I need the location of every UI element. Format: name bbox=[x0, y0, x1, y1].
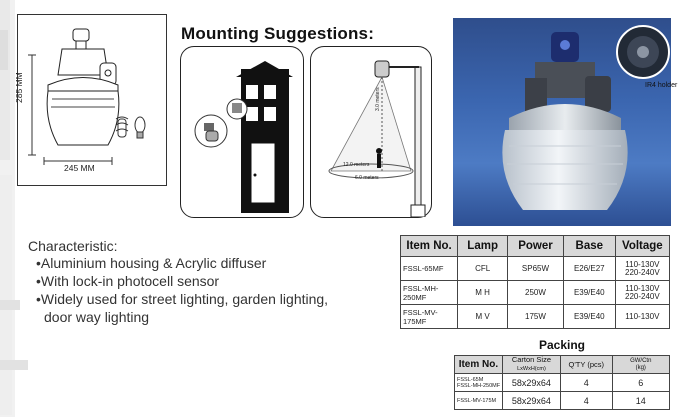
weight-header-text: GW/Ctn bbox=[630, 357, 652, 364]
voltage-line: 110-130V bbox=[625, 311, 660, 321]
item-line: FSSL-MV-175M bbox=[457, 397, 497, 404]
pack-cell-carton: 58x29x64 bbox=[502, 374, 560, 392]
packing-title: Packing bbox=[538, 338, 586, 352]
cell-base: E39/E40 bbox=[563, 281, 615, 305]
cell-voltage bbox=[615, 257, 669, 281]
cell-item: FSSL-MV-175MF bbox=[401, 305, 458, 329]
cell-base: E39/E40 bbox=[563, 305, 615, 329]
carton-header-text: Carton Size bbox=[511, 355, 552, 364]
pole-mount-illustration bbox=[311, 47, 431, 217]
pack-cell-qty: 4 bbox=[561, 392, 613, 410]
dimension-drawing bbox=[14, 14, 167, 186]
cell-base: E26/E27 bbox=[563, 257, 615, 281]
header-voltage: Voltage bbox=[615, 236, 669, 257]
mounting-panel-wall bbox=[180, 46, 304, 218]
mounting-title: Mounting Suggestions: bbox=[181, 24, 375, 43]
packing-table bbox=[454, 355, 670, 410]
header-item: Item No. bbox=[401, 236, 458, 257]
feature-bullet: •Aluminium housing & Acrylic diffuser bbox=[36, 255, 267, 271]
feature-continuation: door way lighting bbox=[44, 309, 150, 325]
cell-voltage bbox=[615, 305, 669, 329]
packing-header-row bbox=[455, 356, 670, 374]
weight-sub-text: (kg) bbox=[635, 364, 646, 371]
height-distance-label: 3.0 meters bbox=[375, 87, 381, 111]
pack-cell-weight: 6 bbox=[612, 374, 669, 392]
voltage-line: 220-240V bbox=[625, 267, 660, 277]
bulb-lamp-icon bbox=[135, 117, 145, 138]
pack-cell-qty: 4 bbox=[561, 374, 613, 392]
product-photo bbox=[453, 18, 671, 226]
feature-text: With lock-in photocell sensor bbox=[40, 273, 220, 289]
width-label: 245 MM bbox=[64, 163, 95, 173]
pack-header-weight bbox=[612, 356, 669, 374]
cell-voltage bbox=[615, 281, 669, 305]
feature-text: Widely used for street lighting, garden lighting, bbox=[40, 291, 329, 307]
pack-header-qty: Q'TY (pcs) bbox=[561, 356, 613, 374]
header-base: Base bbox=[563, 236, 615, 257]
table-row bbox=[455, 374, 670, 392]
feature-text: Aluminium housing & Acrylic diffuser bbox=[40, 255, 267, 271]
feature-bullet: •Widely used for street lighting, garden lighting, bbox=[36, 291, 329, 307]
street-light-photo bbox=[453, 18, 671, 226]
mounting-panel-pole bbox=[310, 46, 432, 218]
cell-item: FSSL-MH-250MF bbox=[401, 281, 458, 305]
pack-header-item: Item No. bbox=[455, 356, 503, 374]
ground-distance-label: 6.0 meters bbox=[355, 175, 379, 181]
ir4-holder-label: IR4 holder bbox=[645, 82, 678, 89]
cell-lamp: CFL bbox=[458, 257, 508, 281]
voltage-line: 110-130V bbox=[625, 259, 660, 269]
spec-header-row bbox=[401, 236, 670, 257]
pole-distance-label: 12.0 meters bbox=[343, 162, 370, 168]
header-power: Power bbox=[508, 236, 564, 257]
pack-cell-carton: 58x29x64 bbox=[502, 392, 560, 410]
height-label: 285 MM bbox=[14, 72, 24, 103]
cell-lamp: M V bbox=[458, 305, 508, 329]
table-row bbox=[401, 305, 670, 329]
cell-lamp: M H bbox=[458, 281, 508, 305]
cell-power: SP65W bbox=[508, 257, 564, 281]
fixture-outline-drawing bbox=[18, 15, 166, 185]
cell-item: FSSL-65MF bbox=[401, 257, 458, 281]
table-row bbox=[401, 257, 670, 281]
header-lamp: Lamp bbox=[458, 236, 508, 257]
voltage-line: 220-240V bbox=[625, 291, 660, 301]
pack-cell-weight: 14 bbox=[612, 392, 669, 410]
item-line: FSSL-MH-250MF bbox=[457, 382, 501, 389]
spec-table bbox=[400, 235, 670, 329]
pack-cell-item bbox=[455, 392, 503, 410]
characteristic-title: Characteristic: bbox=[28, 238, 118, 254]
pack-header-carton bbox=[502, 356, 560, 374]
carton-sub-text: LxWxH(cm) bbox=[517, 366, 546, 372]
table-row bbox=[401, 281, 670, 305]
cell-power: 250W bbox=[508, 281, 564, 305]
item-line: FSSL-65M bbox=[457, 376, 484, 383]
feature-bullet: •With lock-in photocell sensor bbox=[36, 273, 220, 289]
pack-cell-item bbox=[455, 374, 503, 392]
voltage-line: 110-130V bbox=[625, 283, 660, 293]
cell-power: 175W bbox=[508, 305, 564, 329]
wall-mount-illustration bbox=[181, 47, 303, 217]
table-row bbox=[455, 392, 670, 410]
